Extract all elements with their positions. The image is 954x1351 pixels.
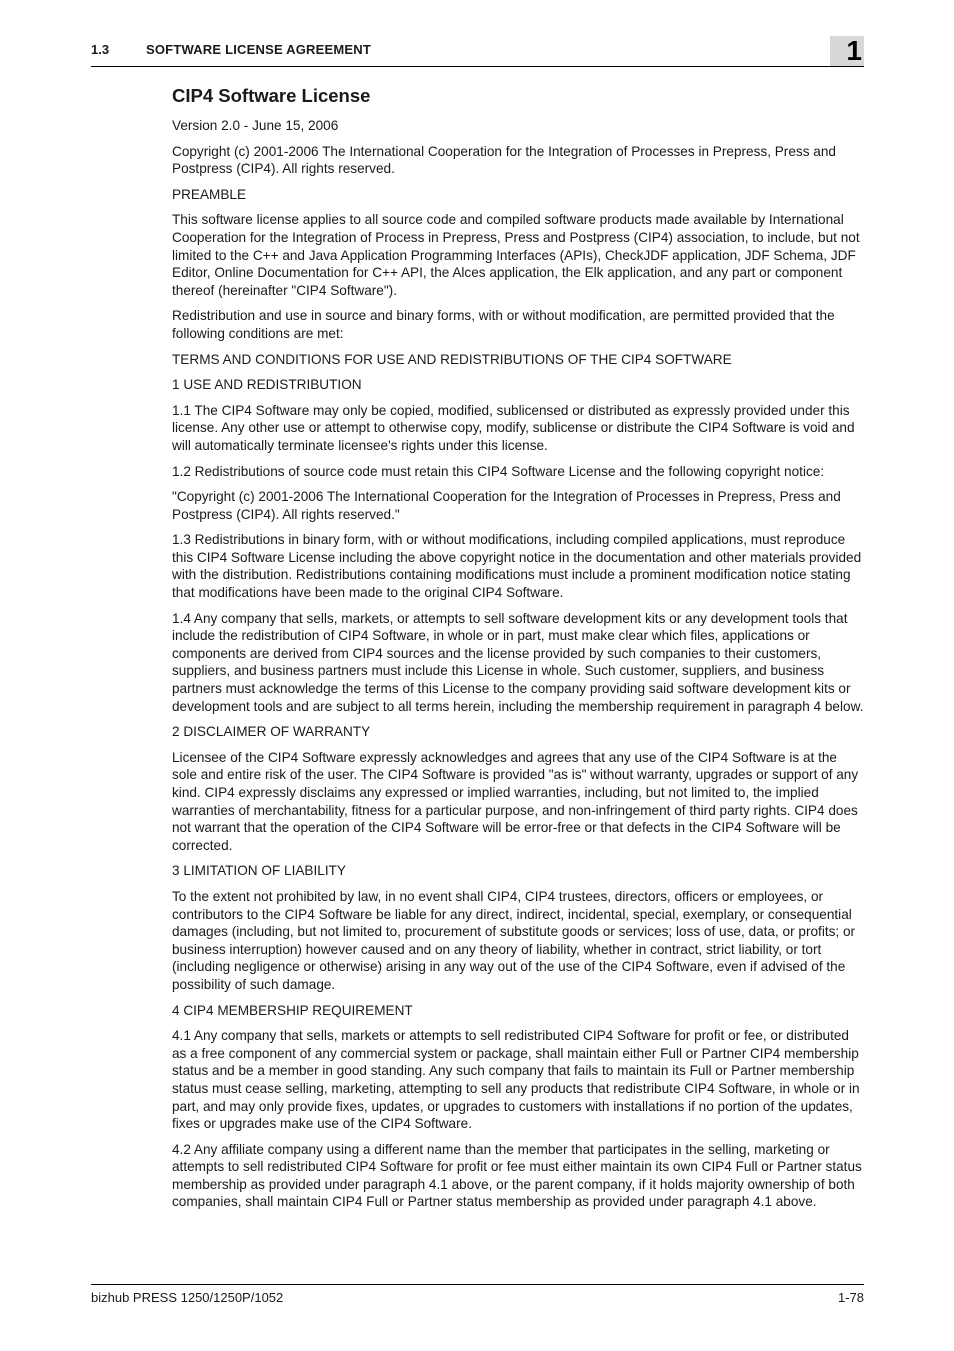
document-title: CIP4 Software License xyxy=(172,85,371,106)
paragraph: 1.2 Redistributions of source code must retain this CIP4 Software License and the following copyright notice: xyxy=(172,463,825,479)
paragraph: Redistribution and use in source and binary forms, with or without modification, are permitted provided that the following conditions are met: xyxy=(172,308,835,341)
paragraph: Licensee of the CIP4 Software expressly acknowledges and agrees that any use of the CIP4 Software is at the sole and entire risk of the user. The CIP4 Software is provided "as is" without warranty, upgrades or support of any kind. CIP4 expressly disclaims any expressed or implied warranties, including, but not limited to, the implied warranties of merchantability, fitness for a particular purpose, and non-infringement of third party rights. CIP4 does not warrant that the operation of the CIP4 Software will be error-free or that defects in the CIP4 Software will be corrected. xyxy=(172,749,859,853)
page-header xyxy=(91,35,864,67)
chapter-number: 1 xyxy=(830,36,864,66)
page-number: 1-78 xyxy=(837,1290,864,1305)
page-footer xyxy=(91,1284,864,1305)
paragraph: 4.1 Any company that sells, markets or attempts to sell redistributed CIP4 Software for profit or fee, or distributed as a free component of any commercial system or package, shall maintain either Full or Partner CIP4 membership status and be a member in good standing. Any such company that fails to maintain its Full or Partner membership status must cease selling, marketing, attempting to sell any products that redistribute CIP4 Software, in whole or in part, and may only provide fixes, updates, or upgrades to customers with installations if no portion of the updates, fixes or upgrades make use of the CIP4 Software. xyxy=(172,1028,860,1132)
product-model: bizhub PRESS 1250/1250P/1052 xyxy=(91,1290,284,1305)
paragraph: 1.3 Redistributions in binary form, with or without modifications, including compiled applications, must reproduce this CIP4 Software License including the above copyright notice in the documentation and other materials provided with the distribution. Redistributions containing modifications must include a prominent modification notice stating that modifications have been made to the original CIP4 Software. xyxy=(172,532,862,601)
paragraph: Version 2.0 - June 15, 2006 xyxy=(172,118,339,133)
paragraph: 4.2 Any affiliate company using a different name than the member that participates in the selling, marketing or attempts to sell redistributed CIP4 Software for profit or fee must either maintain its own CIP4 Full or Partner status membership as provided under paragraph 4.1 above, or the parent company, if it holds majority ownership of both companies, shall maintain CIP4 Full or Partner status membership as provided under paragraph 4.1 above. xyxy=(172,1141,862,1210)
paragraph: This software license applies to all source code and compiled software products made available by International Cooperation for the Integration of Process in Prepress, Press and Postpress (CIP4) association, to include, but not limited to the C++ and Java Application Programming Interfaces (APIs), CheckJDF application, JDF Schema, JDF Editor, Online Documentation for C++ API, the Alces application, the Elk application, and any part or component thereof (hereinafter "CIP4 Software"). xyxy=(172,212,860,298)
paragraph: 4 CIP4 MEMBERSHIP REQUIREMENT xyxy=(172,1002,413,1018)
paragraph: PREAMBLE xyxy=(172,186,247,202)
paragraph: To the extent not prohibited by law, in no event shall CIP4, CIP4 trustees, directors, officers or employees, or contributors to the CIP4 Software be liable for any direct, indirect, incidental, special, exemplary, or consequential damages (including, but not limited to, procurement of substitute goods or services; loss of use, data, or profits; or business interruption) however caused and on any theory of liability, whether in contract, strict liability, or tort (including negligence or otherwise) arising in any way out of the use of the CIP4 Software, even if advised of the possibility of such damage. xyxy=(172,888,856,992)
paragraph: 1.4 Any company that sells, markets, or attempts to sell software development kits or any development tools that include the redistribution of CIP4 Software, in whole or in part, must make clear which files, applications or components are derived from CIP4 sources and the license provided by such companies to their customers, suppliers, and business partners must include this License in whole. Such customer, suppliers, and business partners must acknowledge the terms of this License to the company providing said software development kits or development tools and are subject to all terms herein, including the membership requirement in paragraph 4 below. xyxy=(172,610,864,714)
paragraph: TERMS AND CONDITIONS FOR USE AND REDISTRIBUTIONS OF THE CIP4 SOFTWARE xyxy=(172,351,732,367)
document-body xyxy=(172,85,864,1219)
section-title: SOFTWARE LICENSE AGREEMENT xyxy=(146,42,372,57)
paragraph: Copyright (c) 2001-2006 The International Cooperation for the Integration of Processes in Prepress, Press and Postpress (CIP4). All rights reserved. xyxy=(172,143,836,177)
section-number: 1.3 xyxy=(91,42,110,57)
paragraph: 1 USE AND REDISTRIBUTION xyxy=(172,377,362,393)
paragraph: 3 LIMITATION OF LIABILITY xyxy=(172,863,346,879)
paragraph: "Copyright (c) 2001-2006 The International Cooperation for the Integration of Processes in Prepress, Press and Postpress (CIP4). All rights reserved." xyxy=(172,489,841,522)
paragraph: 1.1 The CIP4 Software may only be copied, modified, sublicensed or distributed as expressly provided under this license. Any other use or attempt to otherwise copy, modify, sublicense or distribute the CIP4 Software is void and will automatically terminate licensee's rights under this license. xyxy=(172,402,855,453)
paragraph: 2 DISCLAIMER OF WARRANTY xyxy=(172,724,371,740)
